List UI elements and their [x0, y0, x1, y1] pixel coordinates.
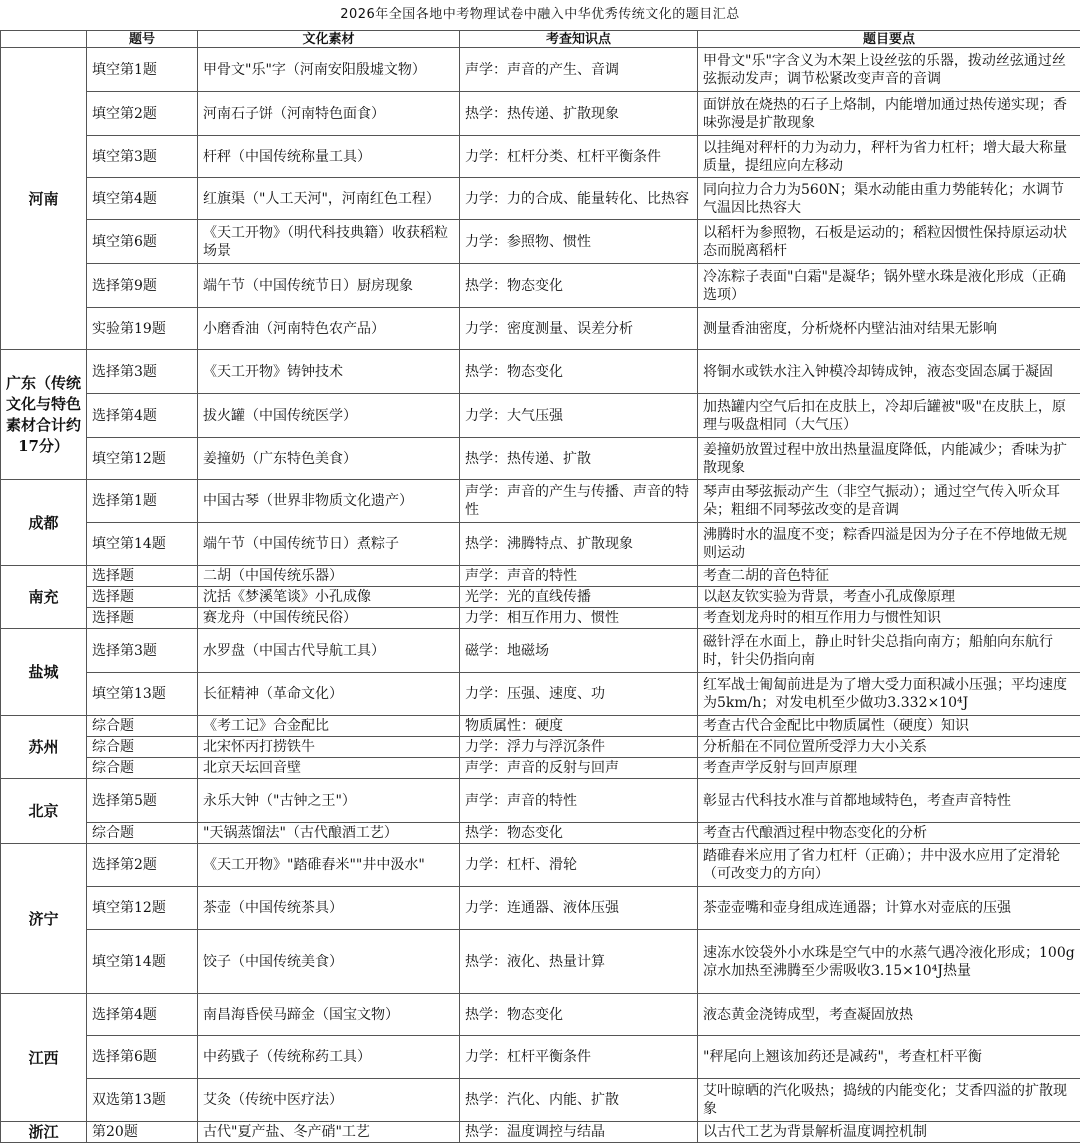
material-cell: 《天工开物》铸钟技术: [198, 350, 460, 394]
question-cell: 选择题: [87, 608, 198, 629]
points-cell: 艾叶晾晒的汽化吸热；捣绒的内能变化；艾香四溢的扩散现象: [698, 1079, 1080, 1122]
knowledge-cell: 磁学：地磁场: [460, 629, 698, 673]
knowledge-cell: 热学：物态变化: [460, 994, 698, 1036]
question-cell: 双选第13题: [87, 1079, 198, 1122]
material-cell: 杆秤（中国传统称量工具）: [198, 136, 460, 178]
knowledge-cell: 热学：物态变化: [460, 350, 698, 394]
table-row: [1, 994, 1080, 1036]
material-cell: 永乐大钟（"古钟之王"）: [198, 779, 460, 823]
question-cell: 综合题: [87, 823, 198, 844]
points-cell: 加热罐内空气后扣在皮肤上，冷却后罐被"吸"在皮肤上，原理与吸盘相同（大气压）: [698, 394, 1080, 438]
knowledge-cell: 物质属性：硬度: [460, 716, 698, 737]
material-cell: 河南石子饼（河南特色面食）: [198, 92, 460, 136]
points-cell: 面饼放在烧热的石子上烙制，内能增加通过热传递实现；香味弥漫是扩散现象: [698, 92, 1080, 136]
table-row: [1, 394, 1080, 438]
question-cell: 综合题: [87, 758, 198, 779]
question-cell: 填空第3题: [87, 136, 198, 178]
knowledge-cell: 声学：声音的反射与回声: [460, 758, 698, 779]
knowledge-cell: 热学：汽化、内能、扩散: [460, 1079, 698, 1122]
points-cell: 甲骨文"乐"字含义为木架上设丝弦的乐器，拨动丝弦通过丝弦振动发声；调节松紧改变声音的音调: [698, 48, 1080, 92]
region-cell: 成都: [1, 480, 87, 566]
table-row: [1, 92, 1080, 136]
material-cell: 甲骨文"乐"字（河南安阳殷墟文物）: [198, 48, 460, 92]
question-cell: 填空第14题: [87, 523, 198, 566]
material-cell: 饺子（中国传统美食）: [198, 930, 460, 994]
points-cell: 考查古代酿酒过程中物态变化的分析: [698, 823, 1080, 844]
header-region: [1, 31, 87, 48]
table-row: [1, 438, 1080, 480]
material-cell: "天锅蒸馏法"（古代酿酒工艺）: [198, 823, 460, 844]
page-title: 2026年全国各地中考物理试卷中融入中华优秀传统文化的题目汇总: [340, 7, 740, 22]
question-cell: 填空第12题: [87, 438, 198, 480]
table-row: [1, 136, 1080, 178]
knowledge-cell: 力学：密度测量、误差分析: [460, 308, 698, 350]
question-cell: 填空第4题: [87, 178, 198, 220]
question-cell: 选择题: [87, 587, 198, 608]
table-row: [1, 887, 1080, 930]
question-cell: 填空第1题: [87, 48, 198, 92]
region-cell: 浙江: [1, 1122, 87, 1143]
points-cell: 琴声由琴弦振动产生（非空气振动）；通过空气传入听众耳朵；粗细不同琴弦改变的是音调: [698, 480, 1080, 523]
points-cell: 测量香油密度，分析烧杯内壁沾油对结果无影响: [698, 308, 1080, 350]
material-cell: 《考工记》合金配比: [198, 716, 460, 737]
points-cell: 茶壶壶嘴和壶身组成连通器；计算水对壶底的压强: [698, 887, 1080, 930]
knowledge-cell: 力学：浮力与浮沉条件: [460, 737, 698, 758]
region-cell: 河南: [1, 48, 87, 350]
material-cell: 端午节（中国传统节日）煮粽子: [198, 523, 460, 566]
question-cell: 填空第13题: [87, 673, 198, 716]
question-cell: 选择第6题: [87, 1036, 198, 1079]
knowledge-cell: 声学：声音的产生、音调: [460, 48, 698, 92]
knowledge-cell: 力学：力的合成、能量转化、比热容: [460, 178, 698, 220]
table-row: [1, 480, 1080, 523]
material-cell: 古代"夏产盐、冬产硝"工艺: [198, 1122, 460, 1143]
points-cell: 以古代工艺为背景解析温度调控机制: [698, 1122, 1080, 1143]
points-cell: 以赵友钦实验为背景，考查小孔成像原理: [698, 587, 1080, 608]
material-cell: 中药戥子（传统称药工具）: [198, 1036, 460, 1079]
table-row: [1, 930, 1080, 994]
table-row: [1, 308, 1080, 350]
table-row: [1, 48, 1080, 92]
material-cell: 水罗盘（中国古代导航工具）: [198, 629, 460, 673]
region-cell: 济宁: [1, 844, 87, 994]
header-material: 文化素材: [198, 31, 460, 48]
question-cell: 选择第1题: [87, 480, 198, 523]
question-cell: 填空第6题: [87, 220, 198, 264]
knowledge-cell: 力学：杠杆分类、杠杆平衡条件: [460, 136, 698, 178]
material-cell: 茶壶（中国传统茶具）: [198, 887, 460, 930]
table-row: [1, 823, 1080, 844]
table-body: [1, 48, 1080, 1143]
question-cell: 综合题: [87, 716, 198, 737]
points-cell: 考查二胡的音色特征: [698, 566, 1080, 587]
question-cell: 选择题: [87, 566, 198, 587]
knowledge-cell: 热学：温度调控与结晶: [460, 1122, 698, 1143]
question-cell: 选择第3题: [87, 350, 198, 394]
header-points: 题目要点: [698, 31, 1080, 48]
material-cell: 端午节（中国传统节日）厨房现象: [198, 264, 460, 308]
material-cell: 长征精神（革命文化）: [198, 673, 460, 716]
material-cell: 红旗渠（"人工天河"，河南红色工程）: [198, 178, 460, 220]
table-row: [1, 350, 1080, 394]
knowledge-cell: 声学：声音的特性: [460, 566, 698, 587]
material-cell: 艾灸（传统中医疗法）: [198, 1079, 460, 1122]
question-cell: 选择第4题: [87, 994, 198, 1036]
question-cell: 选择第9题: [87, 264, 198, 308]
question-cell: 填空第2题: [87, 92, 198, 136]
material-cell: 北宋怀丙打捞铁牛: [198, 737, 460, 758]
table-row: [1, 264, 1080, 308]
header-knowledge: 考查知识点: [460, 31, 698, 48]
table-row: [1, 1122, 1080, 1143]
knowledge-cell: 力学：连通器、液体压强: [460, 887, 698, 930]
knowledge-cell: 热学：物态变化: [460, 823, 698, 844]
knowledge-cell: 热学：热传递、扩散: [460, 438, 698, 480]
points-cell: 以挂绳对秤杆的力为动力，秤杆为省力杠杆；增大最大称量质量，提纽应向左移动: [698, 136, 1080, 178]
question-cell: 选择第2题: [87, 844, 198, 887]
table-row: [1, 523, 1080, 566]
table-row: [1, 1079, 1080, 1122]
knowledge-cell: 热学：物态变化: [460, 264, 698, 308]
points-cell: 姜撞奶放置过程中放出热量温度降低，内能减少；香味为扩散现象: [698, 438, 1080, 480]
material-cell: 中国古琴（世界非物质文化遗产）: [198, 480, 460, 523]
material-cell: 沈括《梦溪笔谈》小孔成像: [198, 587, 460, 608]
knowledge-cell: 热学：沸腾特点、扩散现象: [460, 523, 698, 566]
points-cell: 考查划龙舟时的相互作用力与惯性知识: [698, 608, 1080, 629]
knowledge-cell: 声学：声音的产生与传播、声音的特性: [460, 480, 698, 523]
material-cell: 《天工开物》（明代科技典籍）收获稻粒场景: [198, 220, 460, 264]
knowledge-cell: 热学：热传递、扩散现象: [460, 92, 698, 136]
points-cell: 红军战士匍匐前进是为了增大受力面积减小压强；平均速度为5km/h；对发电机至少做功3.332×10⁴J: [698, 673, 1080, 716]
table-row: [1, 758, 1080, 779]
material-cell: 二胡（中国传统乐器）: [198, 566, 460, 587]
table-row: [1, 844, 1080, 887]
points-cell: 沸腾时水的温度不变；粽香四溢是因为分子在不停地做无规则运动: [698, 523, 1080, 566]
table-row: [1, 716, 1080, 737]
question-cell: 填空第12题: [87, 887, 198, 930]
knowledge-cell: 声学：声音的特性: [460, 779, 698, 823]
points-cell: 考查古代合金配比中物质属性（硬度）知识: [698, 716, 1080, 737]
points-cell: 冷冻粽子表面"白霜"是凝华；锅外壁水珠是液化形成（正确选项）: [698, 264, 1080, 308]
knowledge-cell: 力学：参照物、惯性: [460, 220, 698, 264]
points-cell: 以稻杆为参照物，石板是运动的；稻粒因惯性保持原运动状态而脱离稻杆: [698, 220, 1080, 264]
knowledge-cell: 力学：杠杆平衡条件: [460, 1036, 698, 1079]
points-cell: 分析船在不同位置所受浮力大小关系: [698, 737, 1080, 758]
points-cell: 液态黄金浇铸成型，考查凝固放热: [698, 994, 1080, 1036]
material-cell: 北京天坛回音壁: [198, 758, 460, 779]
question-cell: 填空第14题: [87, 930, 198, 994]
header-question: 题号: [87, 31, 198, 48]
region-cell: 江西: [1, 994, 87, 1122]
material-cell: 《天工开物》"踏碓舂米""井中汲水": [198, 844, 460, 887]
table-row: [1, 779, 1080, 823]
question-cell: 第20题: [87, 1122, 198, 1143]
summary-table: [0, 30, 1080, 1143]
table-row: [1, 608, 1080, 629]
table-row: [1, 629, 1080, 673]
table-row: [1, 178, 1080, 220]
table-row: [1, 220, 1080, 264]
points-cell: 彰显古代科技水准与首都地域特色，考查声音特性: [698, 779, 1080, 823]
knowledge-cell: 力学：大气压强: [460, 394, 698, 438]
region-cell: 广东（传统文化与特色素材合计约17分）: [1, 350, 87, 480]
knowledge-cell: 力学：相互作用力、惯性: [460, 608, 698, 629]
knowledge-cell: 光学：光的直线传播: [460, 587, 698, 608]
question-cell: 综合题: [87, 737, 198, 758]
question-cell: 选择第3题: [87, 629, 198, 673]
question-cell: 选择第4题: [87, 394, 198, 438]
table-row: [1, 566, 1080, 587]
points-cell: "秤尾向上翘该加药还是减药"，考查杠杆平衡: [698, 1036, 1080, 1079]
points-cell: 速冻水饺袋外小水珠是空气中的水蒸气遇冷液化形成；100g凉水加热至沸腾至少需吸收3.15×10⁴J热量: [698, 930, 1080, 994]
points-cell: 将铜水或铁水注入钟模冷却铸成钟，液态变固态属于凝固: [698, 350, 1080, 394]
question-cell: 选择第5题: [87, 779, 198, 823]
material-cell: 小磨香油（河南特色农产品）: [198, 308, 460, 350]
points-cell: 同向拉力合力为560N；渠水动能由重力势能转化；水调节气温因比热容大: [698, 178, 1080, 220]
knowledge-cell: 力学：杠杆、滑轮: [460, 844, 698, 887]
points-cell: 磁针浮在水面上，静止时针尖总指向南方；船舶向东航行时，针尖仍指向南: [698, 629, 1080, 673]
region-cell: 盐城: [1, 629, 87, 716]
table-row: [1, 737, 1080, 758]
knowledge-cell: 力学：压强、速度、功: [460, 673, 698, 716]
region-cell: 北京: [1, 779, 87, 844]
table-row: [1, 673, 1080, 716]
points-cell: 踏碓舂米应用了省力杠杆（正确）；井中汲水应用了定滑轮（可改变力的方向）: [698, 844, 1080, 887]
material-cell: 赛龙舟（中国传统民俗）: [198, 608, 460, 629]
table-row: [1, 587, 1080, 608]
material-cell: 南昌海昏侯马蹄金（国宝文物）: [198, 994, 460, 1036]
region-cell: 南充: [1, 566, 87, 629]
header-row: [1, 31, 1080, 48]
table-row: [1, 1036, 1080, 1079]
points-cell: 考查声学反射与回声原理: [698, 758, 1080, 779]
material-cell: 姜撞奶（广东特色美食）: [198, 438, 460, 480]
region-cell: 苏州: [1, 716, 87, 779]
knowledge-cell: 热学：液化、热量计算: [460, 930, 698, 994]
material-cell: 拔火罐（中国传统医学）: [198, 394, 460, 438]
question-cell: 实验第19题: [87, 308, 198, 350]
